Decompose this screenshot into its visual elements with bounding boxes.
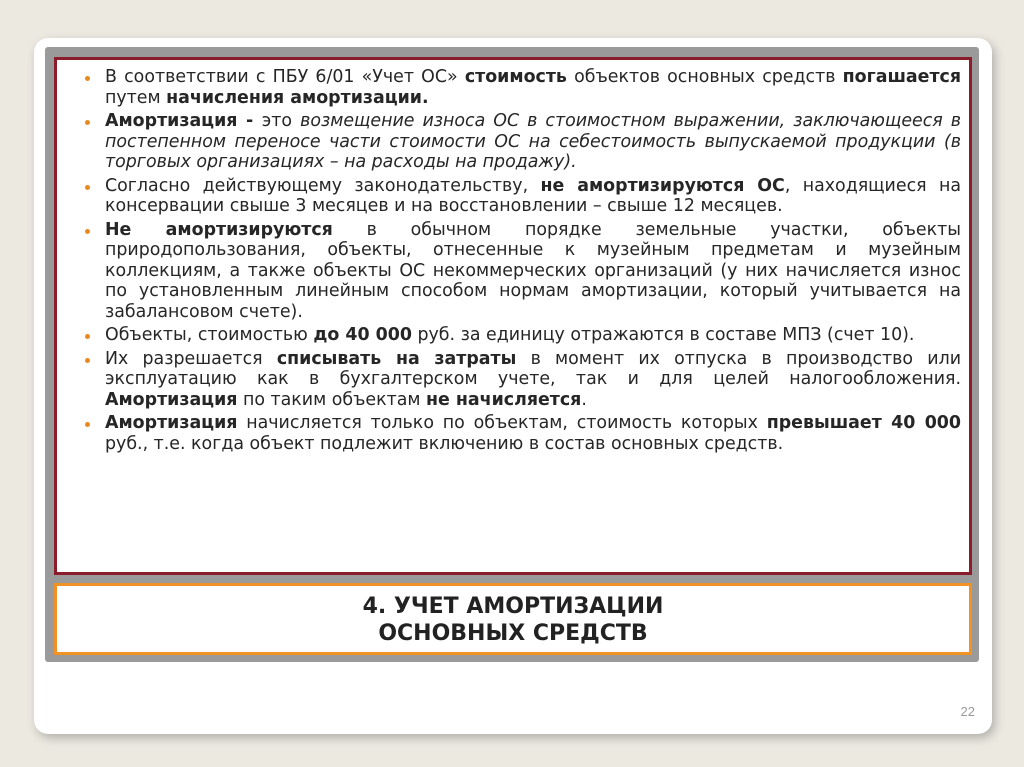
bullet-text: в обычном порядке земельные участки, объекты природопользования, объекты, отнесенные к музейным предметам и музейным коллекциям, а также объекты ОС некоммерческих организаций (у них начисляется износ по установленным линейным способом нормам амортизации, который учитывается на забалансовом счете). <box>105 219 961 322</box>
bullet-emphasis: Амортизация <box>105 413 238 433</box>
bullet-text: по таким объектам <box>237 389 427 410</box>
bullet-emphasis: не начисляется <box>426 389 582 410</box>
bullet-item-4 <box>83 220 961 323</box>
bullet-emphasis: превышает 40 000 <box>766 413 961 433</box>
bullet-list <box>83 67 961 457</box>
bullet-item-7 <box>83 413 961 454</box>
bullet-emphasis: не амортизируются ОС <box>540 175 785 196</box>
bullet-dot-icon <box>85 334 90 339</box>
bullet-text: в момент их отпуска в производство или эксплуатацию как в бухгалтерском учете, так и для целей налогообложения. <box>105 348 961 389</box>
bullet-text: это <box>261 111 301 131</box>
bullet-emphasis: Амортизация <box>105 111 238 131</box>
bullet-dot-icon <box>85 422 90 427</box>
bullet-item-6 <box>83 349 961 411</box>
bullet-emphasis: начисления амортизации. <box>166 87 429 108</box>
bullet-emphasis: Не амортизируются <box>105 219 333 240</box>
bullet-dot-icon <box>85 185 90 190</box>
bullet-dot-icon <box>85 358 90 363</box>
bullet-emphasis: Амортизация <box>105 389 238 410</box>
bullet-text: В соответствии с ПБУ 6/01 «Учет ОС» <box>105 67 465 87</box>
bullet-item-1 <box>83 67 961 108</box>
bullet-emphasis: погашается <box>842 67 961 87</box>
bullet-dot-icon <box>85 229 90 234</box>
bullet-text: руб. за единицу отражаются в составе МПЗ (счет 10). <box>411 325 915 345</box>
content-panel <box>54 57 972 575</box>
slide-title-panel <box>54 583 972 655</box>
page-number: 22 <box>960 704 975 719</box>
bullet-text: начисляется только по объектам, стоимость которых <box>237 413 767 433</box>
bullet-text: путем <box>105 87 167 108</box>
bullet-emphasis: до 40 000 <box>313 325 412 345</box>
bullet-item-2 <box>83 111 961 173</box>
bullet-item-3 <box>83 176 961 217</box>
bullet-text: Объекты, стоимостью <box>105 325 314 345</box>
bullet-emphasis: списывать на затраты <box>276 348 517 369</box>
slide-title-line-2: ОСНОВНЫХ СРЕДСТВ <box>378 621 648 646</box>
bullet-item-5 <box>83 325 961 346</box>
bullet-dash: - <box>237 111 262 131</box>
bullet-text: руб., т.е. когда объект подлежит включению в состав основных средств. <box>105 433 784 454</box>
bullet-dot-icon <box>85 120 90 125</box>
bullet-emphasis: стоимость <box>464 67 567 87</box>
bullet-text: , находящиеся на консервации свыше 3 месяцев и на восстановлении – свыше 12 месяцев. <box>105 175 961 216</box>
bullet-dot-icon <box>85 76 90 81</box>
bullet-text: объектов основных средств <box>566 67 843 87</box>
bullet-italic: возмещение износа ОС в стоимостном выражении, заключающееся в постепенном переносе части стоимости ОС на себестоимость выпускаемой продукции (в торговых организациях – на расходы на продажу). <box>105 111 962 172</box>
slide-title-line-1: 4. УЧЕТ АМОРТИЗАЦИИ <box>362 594 664 619</box>
bullet-text: . <box>581 389 587 410</box>
bullet-text: Согласно действующему законодательству, <box>105 175 541 196</box>
bullet-text: Их разрешается <box>105 348 277 369</box>
